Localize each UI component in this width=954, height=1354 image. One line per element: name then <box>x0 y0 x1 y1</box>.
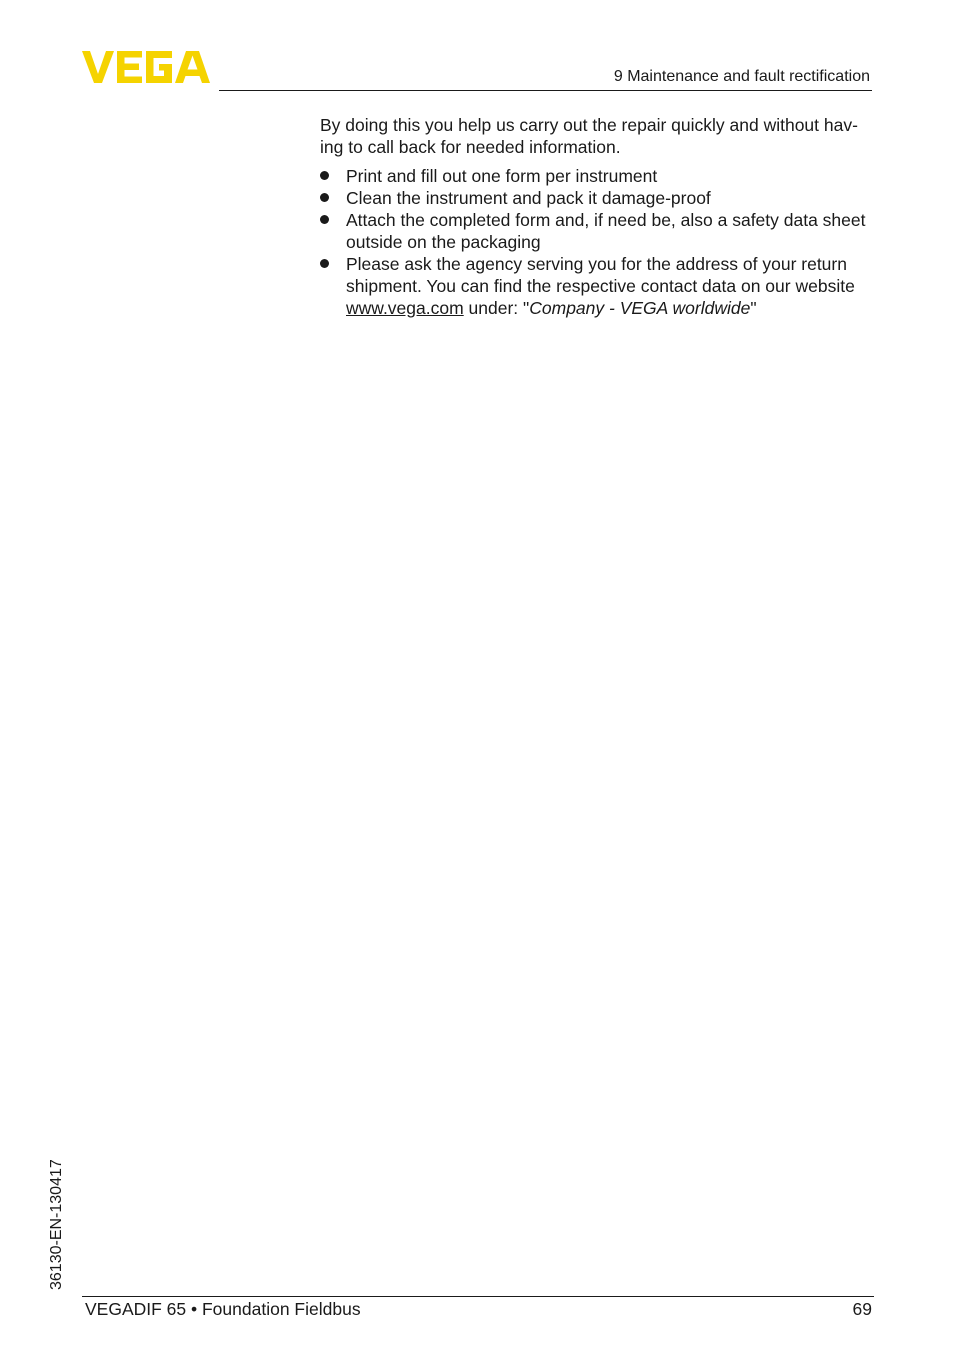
page-number: 69 <box>852 1299 872 1319</box>
bullet-icon <box>320 215 329 224</box>
list-item-text: Attach the completed form and, if need be, also a safety data sheet outside on the packaging <box>346 210 866 252</box>
footer-title: VEGADIF 65 • Foundation Fieldbus <box>85 1299 361 1319</box>
list-item-text: under: " <box>463 298 530 318</box>
instruction-list <box>320 165 872 319</box>
list-item <box>320 209 872 253</box>
main-content <box>320 114 872 319</box>
website-link[interactable]: www.vega.com <box>346 298 464 318</box>
list-item-text: " <box>750 298 757 318</box>
list-item-text: Please ask the agency serving you for the address of your return shipment. You can find the respective contact data on our website <box>346 254 855 296</box>
vega-logo <box>82 51 212 83</box>
header-divider <box>219 90 872 91</box>
bullet-icon <box>320 193 329 202</box>
list-item <box>320 253 872 319</box>
list-item <box>320 165 872 187</box>
document-id: 36130-EN-130417 <box>48 1159 65 1290</box>
bullet-icon <box>320 171 329 180</box>
list-item-text: Print and fill out one form per instrument <box>346 166 658 186</box>
emphasis-text: Company - VEGA worldwide <box>529 298 751 318</box>
list-item-text: Clean the instrument and pack it damage-proof <box>346 188 711 208</box>
bullet-icon <box>320 259 329 268</box>
intro-paragraph: By doing this you help us carry out the repair quickly and without hav-ing to call back for needed information. <box>320 115 858 157</box>
header-section-title: 9 Maintenance and fault rectification <box>613 68 870 85</box>
list-item <box>320 187 872 209</box>
footer-divider <box>82 1296 874 1297</box>
